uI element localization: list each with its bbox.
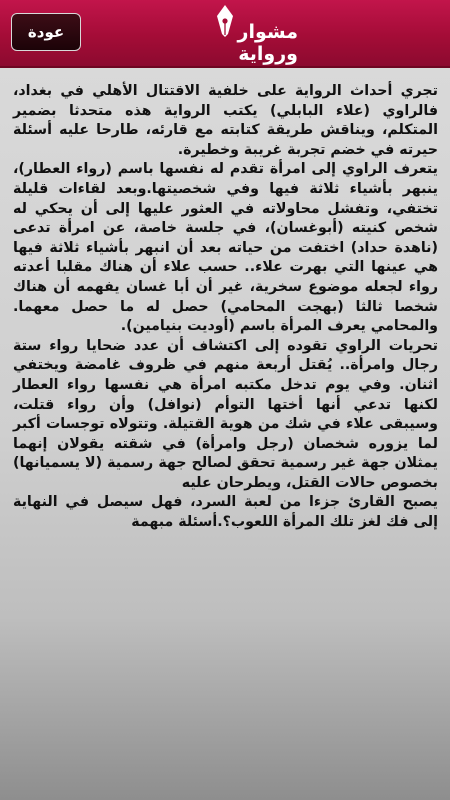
paragraph-3: تحريات الراوي تقوده إلى اكتشاف أن عدد ضحايا رواء ستة رجال وامرأة.. يُقتل أربعة منهم في ظروف غامضة ويختفي اثنان. وفي يوم تدخل مكتبه امرأة هي نفسها رواء العطار لكنها تدعي أنها أختها التوأم (نوافل) وأن رواء قتلت، وسيبقى علاء في شك من هوية القتيلة. وتتولاه توجسات أكبر لما يزوره شخصان (رجل وامرأة) في شقته يقولان إنهما يمثلان جهة غير رسمية تحقق لصالح جهة رسمية (لا يسميانها) بخصوص حالات القتل، ويطرحان عليه [13, 337, 438, 491]
paragraph-4: يصبح القارئ جزءا من لعبة السرد، فهل سيصل في النهاية إلى فك لغز تلك المرأة اللعوب؟.أسئلة مبهمة [13, 494, 438, 531]
back-button[interactable]: عودة [11, 13, 81, 51]
content-area [0, 68, 450, 800]
app-logo [158, 14, 298, 65]
fountain-pen-icon [214, 4, 236, 38]
description-text [13, 82, 438, 533]
app-title: مشوارورواية [158, 4, 298, 65]
app-header [0, 0, 450, 68]
paragraph-2: يتعرف الراوي إلى امرأة تقدم له نفسها باسم (رواء العطار)، ينبهر بأشياء ثلاثة فيها وفي شخصيتها.وبعد لقاءات قليلة تختفي، وتفشل محاولاته في العثور عليها إلى أن يحكي له شخص كنيته (أبوغسان)، في جلسة خاصة، عن امرأة تدعى (ناهدة حداد) اختفت من حياته بعد أن انبهر بأشياء ثلاثة فيها هي عينها التي بهرت علاء.. حسب علاء أن هناك مقلبا أعدته رواء لجعله موضوع سخرية، غير أن أبا غسان يفهمه أن هناك شخصا ثالثا (بهجت المحامي) حصل له ما حصل معهما. والمحامي يعرف المرأة باسم (أوديت بنيامين). [13, 161, 438, 335]
paragraph-1: تجري أحداث الرواية على خلفية الاقتتال الأهلي في بغداد، فالراوي (علاء البابلي) يكتب الرواية هذه متحدثا بضمير المتكلم، ويناقش طريقة كتابته مع قارئه، طارحا عليه أسئلة حيرته في خضم تجربة غريبة وخطيرة. [13, 83, 438, 158]
